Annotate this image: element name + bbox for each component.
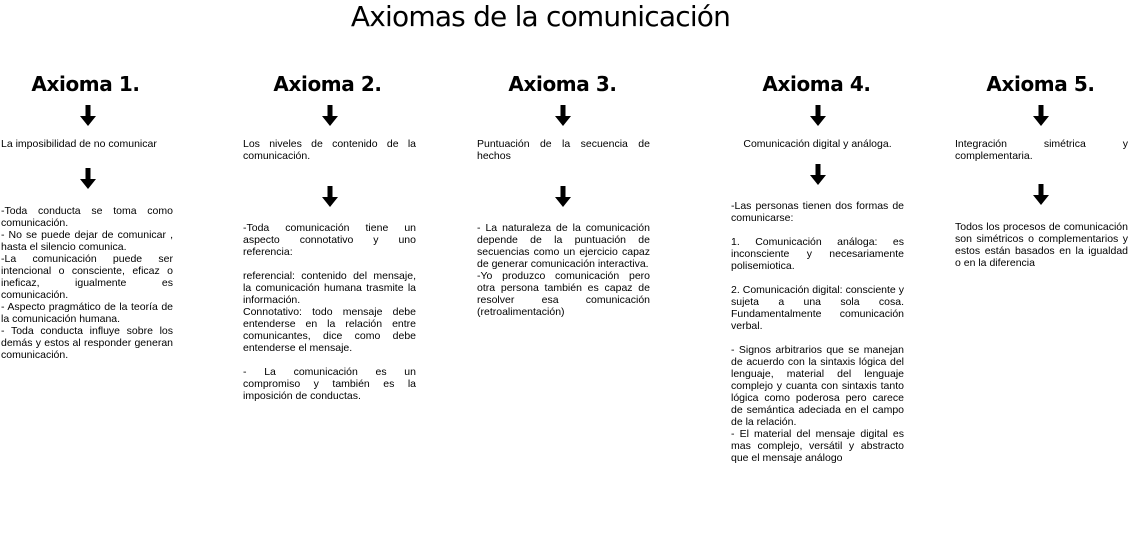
detail-item: - Toda conducta influye sobre los demás y estos al responder generan comunicación.: [1, 325, 173, 361]
detail-item: - El material del mensaje digital es mas complejo, versátil y abstracto que el mensaje análogo: [731, 428, 904, 464]
down-arrow-icon: [1032, 184, 1050, 206]
detail-item: - La naturaleza de la comunicación depende de la puntuación de secuencias como un ejercicio capaz de generar comunicación interactiva.: [477, 222, 650, 270]
axiom-2-heading: Axioma 2.: [273, 72, 382, 96]
detail-item: - La comunicación es un compromiso y también es la imposición de conductas.: [243, 366, 416, 402]
down-arrow-icon: [809, 105, 827, 127]
detail-item: -Las personas tienen dos formas de comunicarse:: [731, 200, 904, 224]
down-arrow-icon: [1032, 105, 1050, 127]
down-arrow-icon: [321, 105, 339, 127]
axiom-2-details: [243, 222, 416, 402]
detail-item: 2. Comunicación digital: consciente y sujeta a una sola cosa. Fundamentalmente comunicación verbal.: [731, 284, 904, 332]
down-arrow-icon: [554, 105, 572, 127]
axiom-5-heading: Axioma 5.: [986, 72, 1095, 96]
detail-item: -Yo produzco comunicación pero otra persona también es capaz de resolver esa comunicación (retroalimentación): [477, 270, 650, 318]
axiom-3-statement: Puntuación de la secuencia de hechos: [477, 138, 650, 162]
axiom-1-statement: La imposibilidad de no comunicar: [1, 138, 157, 150]
detail-item: -Toda comunicación tiene un aspecto connotativo y uno referencia:: [243, 222, 416, 258]
axiom-4-heading: Axioma 4.: [762, 72, 871, 96]
detail-item: Connotativo: todo mensaje debe entenderse en la relación entre comunicantes, dice como debe entenderse el mensaje.: [243, 306, 416, 354]
page-title: Axiomas de la comunicación: [350, 0, 731, 33]
axiom-4-statement: Comunicación digital y análoga.: [743, 138, 892, 150]
axiom-3-heading: Axioma 3.: [508, 72, 617, 96]
axiom-5-details: [955, 221, 1128, 269]
detail-item: -La comunicación puede ser intencional o consciente, eficaz o ineficaz, igualmente es comunicación.: [1, 253, 173, 301]
detail-item: 1. Comunicación análoga: es inconsciente y necesariamente polisemiotica.: [731, 236, 904, 272]
detail-item: -Toda conducta se toma como comunicación.: [1, 205, 173, 229]
down-arrow-icon: [321, 186, 339, 208]
axiom-1-details: [1, 205, 173, 361]
axiom-4-details: [731, 200, 904, 464]
detail-item: referencial: contenido del mensaje, la comunicación humana trasmite la información.: [243, 270, 416, 306]
detail-item: - No se puede dejar de comunicar , hasta el silencio comunica.: [1, 229, 173, 253]
axiom-2-statement: Los niveles de contenido de la comunicación.: [243, 138, 416, 162]
down-arrow-icon: [79, 168, 97, 190]
axiom-3-details: [477, 222, 650, 318]
down-arrow-icon: [809, 164, 827, 186]
axiom-1-heading: Axioma 1.: [31, 72, 140, 96]
down-arrow-icon: [554, 186, 572, 208]
detail-item: Todos los procesos de comunicación son simétricos o complementarios y estos están basados en la igualdad o en la diferencia: [955, 221, 1128, 269]
detail-item: - Signos arbitrarios que se manejan de acuerdo con la sintaxis lógica del lenguaje, material del lenguaje complejo y cuanta con sintaxis tanto lógica como poderosa pero carece de semántica adeciada en el campo de la relación.: [731, 344, 904, 428]
down-arrow-icon: [79, 105, 97, 127]
axiom-5-statement: Integración simétrica y complementaria.: [955, 138, 1128, 162]
detail-item: - Aspecto pragmático de la teoría de la comunicación humana.: [1, 301, 173, 325]
